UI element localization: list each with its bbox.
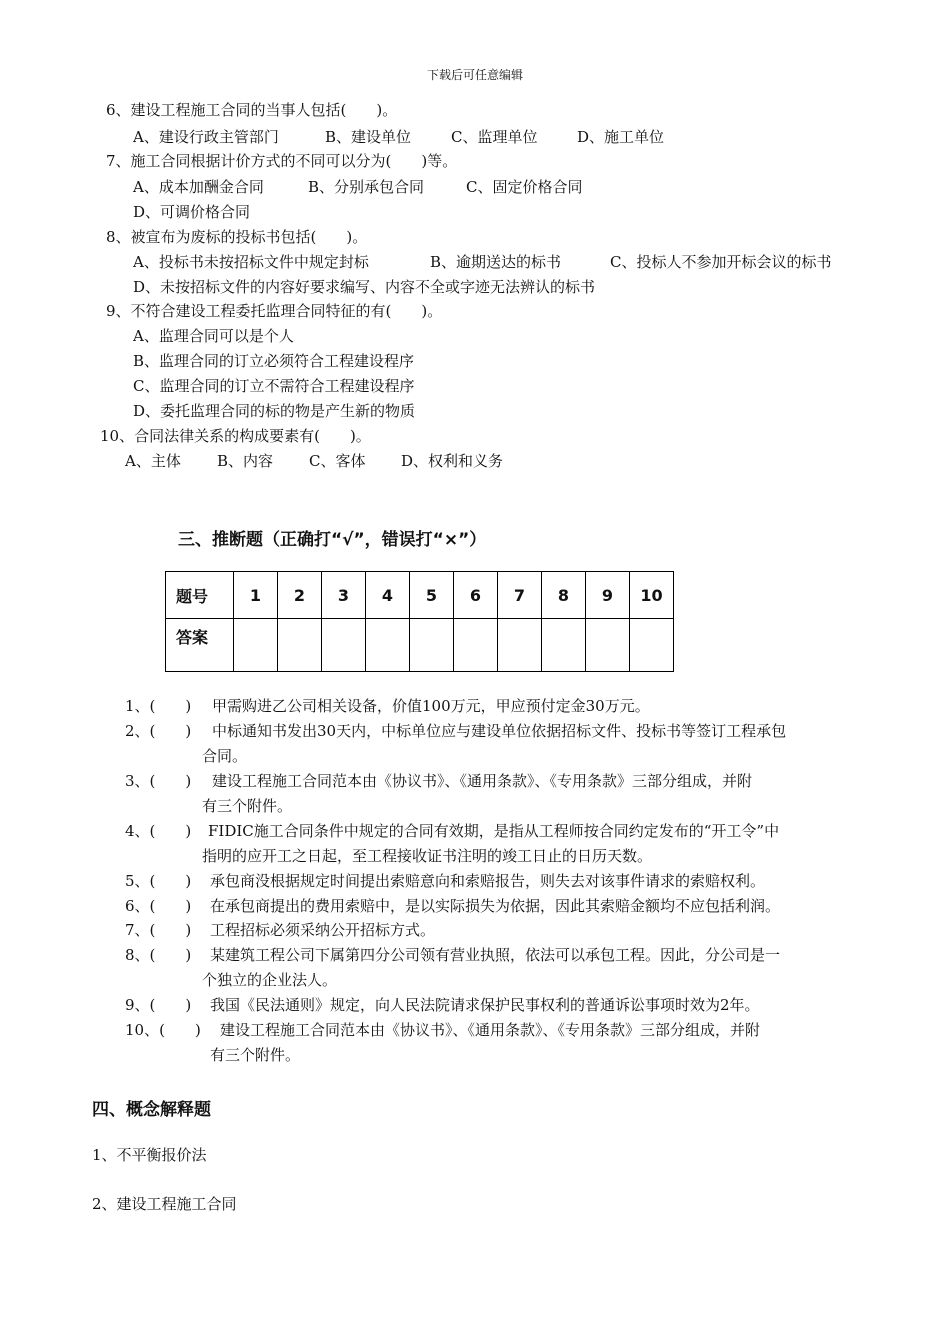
tf-number: 10、( ) (125, 1021, 201, 1039)
option: B、逾期送达的标书 (430, 253, 562, 271)
tf-statement: 工程招标必须采纳公开招标方式。 (210, 921, 436, 939)
option: A、建设行政主管部门 (133, 128, 279, 146)
answer-cell[interactable] (278, 619, 322, 672)
table-cell: 4 (366, 572, 410, 619)
answer-table (165, 571, 674, 672)
answer-cell[interactable] (498, 619, 542, 672)
tf-number: 4、( ) (125, 822, 192, 840)
answer-cell[interactable] (454, 619, 498, 672)
option: B、监理合同的订立必须符合工程建设程序 (133, 352, 415, 370)
question-6: 6、建设工程施工合同的当事人包括( )。 (106, 101, 398, 119)
option: A、监理合同可以是个人 (133, 327, 294, 345)
option: D、权利和义务 (401, 452, 504, 470)
answer-cell[interactable] (234, 619, 278, 672)
option: C、监理单位 (451, 128, 538, 146)
tf-number: 6、( ) (125, 897, 192, 915)
tf-statement-cont: 个独立的企业法人。 (202, 971, 338, 989)
concept-item: 2、建设工程施工合同 (92, 1195, 237, 1213)
option: C、投标人不参加开标会议的标书 (610, 253, 832, 271)
tf-number: 8、( ) (125, 946, 192, 964)
tf-statement: 某建筑工程公司下属第四分公司领有营业执照，依法可以承包工程。因此，分公司是一 (210, 946, 781, 964)
tf-number: 3、( ) (125, 772, 192, 790)
section-4-title: 四、概念解释题 (92, 1100, 211, 1120)
tf-statement: 承包商没根据规定时间提出索赔意向和索赔报告，则失去对该事件请求的索赔权利。 (210, 872, 766, 890)
tf-statement-cont: 有三个附件。 (210, 1046, 301, 1064)
option: D、施工单位 (577, 128, 665, 146)
answer-cell[interactable] (366, 619, 410, 672)
tf-statement-cont: 合同。 (202, 747, 248, 765)
section-3-title: 三、推断题（正确打“√”，错误打“×”） (178, 530, 487, 550)
question-10: 10、合同法律关系的构成要素有( )。 (100, 427, 371, 445)
option: D、委托监理合同的标的物是产生新的物质 (133, 402, 416, 420)
option: C、客体 (309, 452, 366, 470)
tf-number: 5、( ) (125, 872, 192, 890)
answer-cell[interactable] (630, 619, 674, 672)
question-9: 9、不符合建设工程委托监理合同特征的有( )。 (106, 302, 443, 320)
answer-cell[interactable] (586, 619, 630, 672)
tf-statement: 中标通知书发出30天内，中标单位应与建设单位依据招标文件、投标书等签订工程承包 (212, 722, 787, 740)
table-cell: 10 (630, 572, 674, 619)
question-7: 7、施工合同根据计价方式的不同可以分为( )等。 (106, 152, 458, 170)
tf-number: 1、( ) (125, 697, 192, 715)
answer-cell[interactable] (410, 619, 454, 672)
tf-statement-cont: 有三个附件。 (202, 797, 293, 815)
option: A、成本加酬金合同 (133, 178, 264, 196)
tf-statement: FIDIC施工合同条件中规定的合同有效期，是指从工程师按合同约定发布的“开工令”中 (208, 822, 780, 840)
option: D、可调价格合同 (133, 203, 251, 221)
tf-number: 7、( ) (125, 921, 192, 939)
table-cell: 8 (542, 572, 586, 619)
option: B、内容 (217, 452, 274, 470)
answer-cell[interactable] (542, 619, 586, 672)
answer-cell[interactable] (322, 619, 366, 672)
question-8: 8、被宣布为废标的投标书包括( )。 (106, 228, 368, 246)
table-row-label: 答案 (166, 619, 234, 672)
option: C、监理合同的订立不需符合工程建设程序 (133, 377, 415, 395)
tf-statement: 甲需购进乙公司相关设备，价值100万元，甲应预付定金30万元。 (212, 697, 650, 715)
tf-statement: 我国《民法通则》规定，向人民法院请求保护民事权利的普通诉讼事项时效为2年。 (210, 996, 760, 1014)
table-cell: 9 (586, 572, 630, 619)
table-cell: 2 (278, 572, 322, 619)
table-cell: 5 (410, 572, 454, 619)
option: B、分别承包合同 (308, 178, 425, 196)
tf-statement: 建设工程施工合同范本由《协议书》、《通用条款》、《专用条款》三部分组成，并附 (220, 1021, 761, 1039)
tf-statement: 建设工程施工合同范本由《协议书》、《通用条款》、《专用条款》三部分组成，并附 (212, 772, 753, 790)
tf-statement: 在承包商提出的费用索赔中，是以实际损失为依据，因此其索赔金额均不应包括利润。 (210, 897, 781, 915)
option: A、主体 (125, 452, 181, 470)
option: D、未按招标文件的内容好要求编写、内容不全或字迹无法辨认的标书 (133, 278, 596, 296)
table-cell: 3 (322, 572, 366, 619)
option: C、固定价格合同 (466, 178, 583, 196)
table-cell: 7 (498, 572, 542, 619)
table-cell: 6 (454, 572, 498, 619)
tf-number: 9、( ) (125, 996, 192, 1014)
concept-item: 1、不平衡报价法 (92, 1146, 207, 1164)
page-header: 下载后可任意编辑 (426, 68, 523, 82)
table-cell: 1 (234, 572, 278, 619)
option: A、投标书未按招标文件中规定封标 (133, 253, 369, 271)
option: B、建设单位 (325, 128, 412, 146)
tf-statement-cont: 指明的应开工之日起，至工程接收证书注明的竣工日止的日历天数。 (202, 847, 653, 865)
table-row-label: 题号 (166, 572, 234, 619)
tf-number: 2、( ) (125, 722, 192, 740)
